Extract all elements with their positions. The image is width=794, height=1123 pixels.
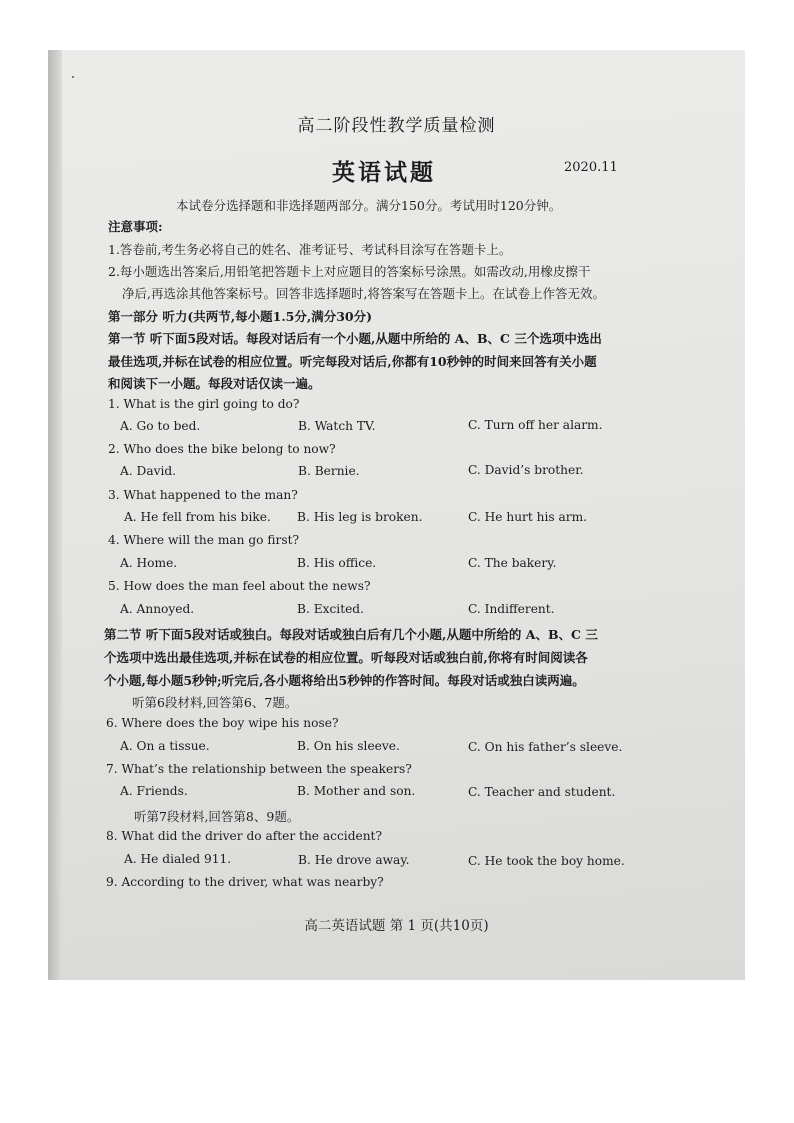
option-a: A. David.	[120, 464, 177, 478]
exam-title: 英语试题	[332, 159, 436, 186]
page-footer: 高二英语试题 第 1 页(共10页)	[304, 918, 489, 934]
option-b: B. On his sleeve.	[297, 739, 400, 753]
exam-date: 2020.11	[564, 160, 618, 175]
question-text: 2. Who does the bike belong to now?	[108, 442, 336, 456]
notice-item: 2.每小题选出答案后,用铅笔把答题卡上对应题目的答案标号涂黑。如需改动,用橡皮擦干	[108, 264, 591, 279]
option-c: C. The bakery.	[468, 556, 557, 570]
option-c: C. On his father’s sleeve.	[468, 740, 623, 754]
question-text: 8. What did the driver do after the accident?	[106, 829, 382, 843]
section2-line: 个小题,每小题5秒钟;听完后,各小题将给出5秒钟的作答时间。每段对话或独白读两遍。	[104, 673, 585, 688]
option-a: A. On a tissue.	[120, 739, 210, 753]
question-text: 9. According to the driver, what was nearby?	[106, 875, 384, 889]
exam-page-photo	[48, 50, 745, 980]
question-text: 5. How does the man feel about the news?	[108, 579, 371, 593]
option-b: B. Bernie.	[298, 464, 360, 478]
option-a: A. Home.	[120, 556, 178, 570]
question-text: 1. What is the girl going to do?	[108, 397, 300, 411]
material-note: 听第6段材料,回答第6、7题。	[132, 695, 298, 710]
option-b: B. He drove away.	[298, 853, 410, 867]
option-b: B. Watch TV.	[298, 419, 376, 433]
option-a: A. He fell from his bike.	[124, 510, 271, 524]
exam-subtitle: 高二阶段性教学质量检测	[297, 116, 496, 136]
notice-item: 净后,再选涂其他答案标号。回答非选择题时,将答案写在答题卡上。在试卷上作答无效。	[122, 286, 605, 301]
section1-line: 最佳选项,并标在试卷的相应位置。听完每段对话后,你都有10秒钟的时间来回答有关小题	[108, 354, 597, 369]
option-c: C. He took the boy home.	[468, 854, 625, 868]
section2-line: 个选项中选出最佳选项,并标在试卷的相应位置。听每段对话或独白前,你将有时间阅读各	[104, 650, 588, 665]
part1-title: 第一部分 听力(共两节,每小题1.5分,满分30分)	[108, 309, 373, 324]
notice-title: 注意事项:	[108, 219, 163, 234]
option-c: C. Teacher and student.	[468, 785, 616, 799]
question-text: 7. What’s the relationship between the speakers?	[106, 762, 412, 776]
option-c: C. Turn off her alarm.	[468, 418, 603, 432]
paper-speck	[72, 76, 74, 78]
section1-line: 第一节 听下面5段对话。每段对话后有一个小题,从题中所给的 A、B、C 三个选项中选出	[108, 331, 602, 346]
option-a: A. Friends.	[120, 784, 188, 798]
exam-intro: 本试卷分选择题和非选择题两部分。满分150分。考试用时120分钟。	[176, 198, 562, 213]
section2-line: 第二节 听下面5段对话或独白。每段对话或独白后有几个小题,从题中所给的 A、B、C 三	[104, 627, 598, 642]
option-c: C. Indifferent.	[468, 602, 555, 616]
option-b: B. His leg is broken.	[297, 510, 423, 524]
question-text: 4. Where will the man go first?	[108, 533, 300, 547]
option-c: C. David’s brother.	[468, 463, 584, 477]
question-text: 3. What happened to the man?	[108, 488, 298, 502]
option-b: B. Excited.	[297, 602, 364, 616]
question-text: 6. Where does the boy wipe his nose?	[106, 716, 339, 730]
option-a: A. Go to bed.	[120, 419, 201, 433]
notice-item: 1.答卷前,考生务必将自己的姓名、准考证号、考试科目涂写在答题卡上。	[108, 242, 512, 257]
option-a: A. He dialed 911.	[124, 852, 232, 866]
option-b: B. Mother and son.	[297, 784, 416, 798]
option-b: B. His office.	[297, 556, 377, 570]
option-a: A. Annoyed.	[120, 602, 195, 616]
material-note: 听第7段材料,回答第8、9题。	[134, 809, 300, 824]
option-c: C. He hurt his arm.	[468, 510, 588, 524]
section1-line: 和阅读下一小题。每段对话仅读一遍。	[108, 376, 321, 391]
